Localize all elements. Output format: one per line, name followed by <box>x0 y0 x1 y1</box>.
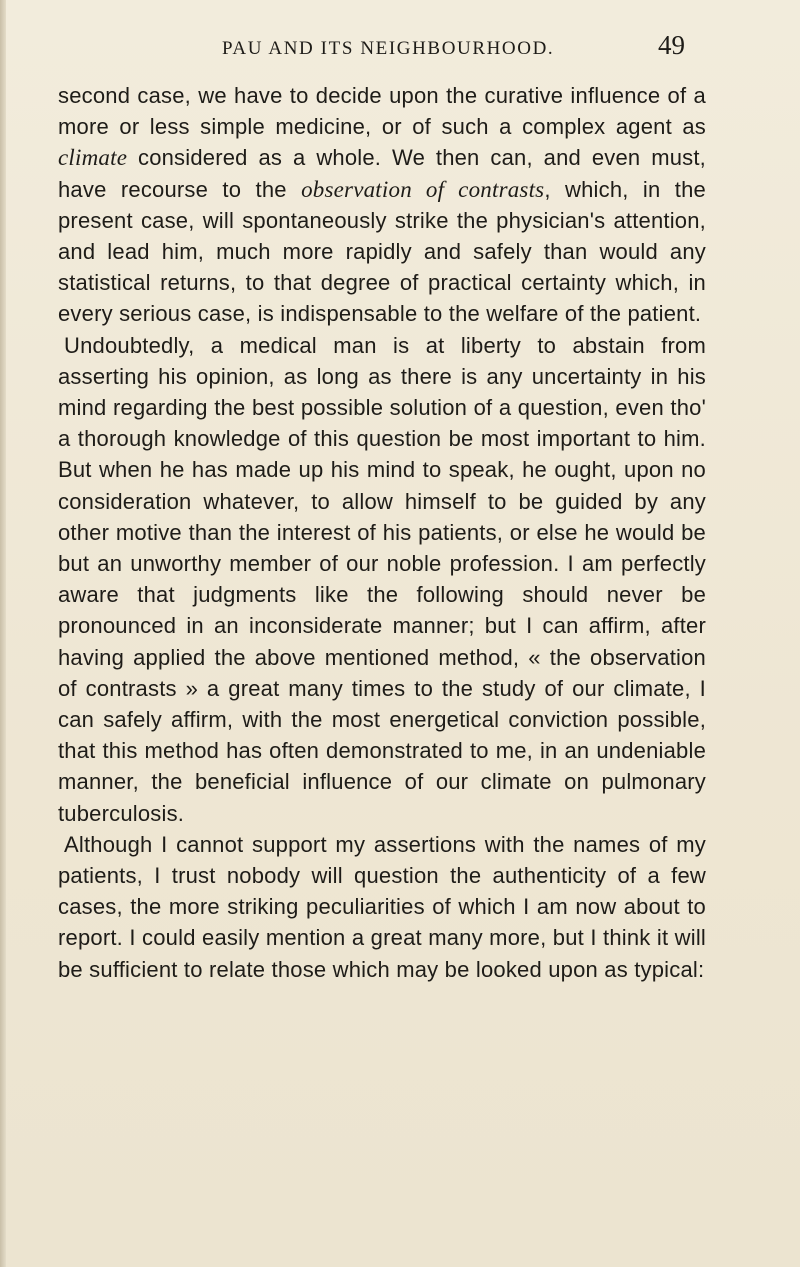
text-run: second case, we have to decide upon the curative influence of a more or less simple medicine, or of such a complex agent as <box>58 83 706 140</box>
paragraph <box>58 80 706 330</box>
page-number: 49 <box>658 30 685 60</box>
page-edge-shadow <box>0 0 6 1267</box>
running-head: PAU AND ITS NEIGHBOURHOOD. <box>222 38 555 59</box>
text-run: Undoubtedly, a medical man is at liberty to abstain from asserting his opinion, as long as there is any uncertainty in his mind regarding the best possible solution of a question, even tho' a thorough knowledge of this question be most important to him. But when he has made up his mind to speak, he ought, upon no consideration whatever, to allow himself to be guided by any other motive than the interest of his patients, or else he would be but an unworthy member of our noble profession. I am perfectly aware that judgments like the following should never be pronounced in an inconsiderate manner; but I can affirm, after having applied the above mentioned method, « the observation of contrasts » a great many times to the study of our climate, I can safely affirm, with the most energetical conviction possible, that this method has often demonstrated to me, in an undeniable manner, the beneficial influence of our climate on pulmonary tuberculosis. <box>58 332 706 826</box>
text-run: considered as a whole. We then can, and even must, have recourse to the <box>58 145 706 202</box>
paragraph <box>58 330 706 829</box>
italic-text-run: observation of contrasts <box>301 176 545 202</box>
page-header <box>0 30 800 78</box>
body-text <box>58 80 706 985</box>
paragraph <box>58 829 706 985</box>
text-run: Although I cannot support my assertions with the names of my patients, I trust nobody will question the authenticity of a few cases, the more striking peculiarities of which I am now about to report. I could easily mention a great many more, but I think it will be sufficient to relate those which may be looked upon as typical: <box>58 831 706 982</box>
italic-text-run: climate <box>58 145 128 171</box>
text-run: , which, in the present case, will spontaneously strike the physician's attention, and lead him, much more rapidly and safely than would any statistical returns, to that degree of practical certainty which, in every serious case, is indispensable to the welfare of the patient. <box>58 176 706 327</box>
